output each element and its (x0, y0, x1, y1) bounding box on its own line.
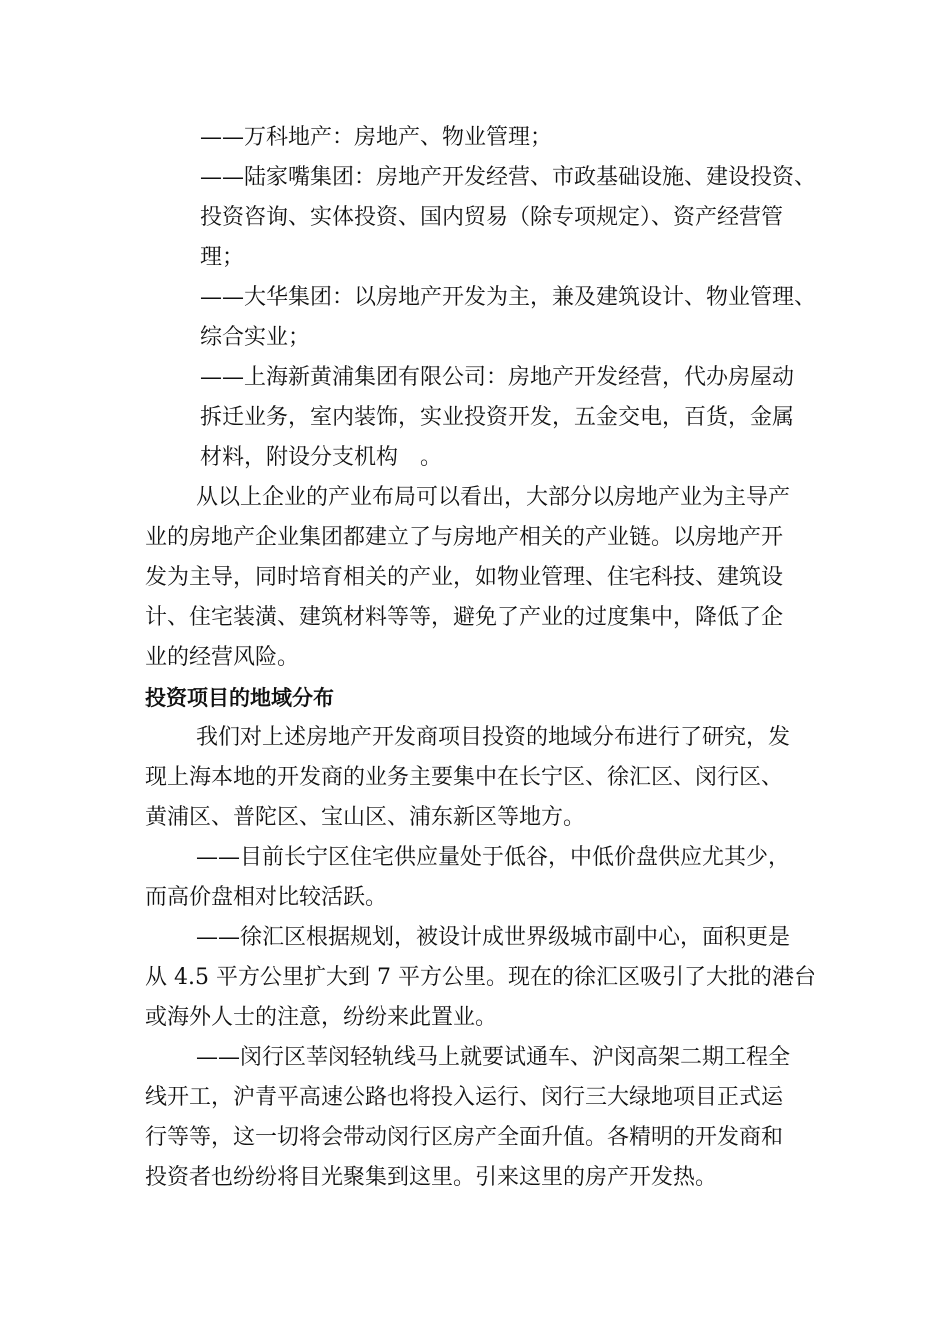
list-item-dahua-line-2: 综合实业； (200, 325, 311, 350)
section-paragraph-4-line-2: 线开工，沪青平高速公路也将投入运行、闵行三大绿地项目正式运 (145, 1085, 784, 1110)
section-paragraph-1-line-2: 现上海本地的开发商的业务主要集中在长宁区、徐汇区、闵行区、 (145, 765, 784, 790)
section-paragraph-3-line-2: 从 4.5 平方公里扩大到 7 平方公里。现在的徐汇区吸引了大批的港台 (145, 965, 816, 990)
list-item-lujiazui-line-3: 理； (200, 245, 245, 270)
section-paragraph-1-line-1: 我们对上述房地产开发商项目投资的地域分布进行了研究，发 (196, 725, 791, 750)
section-heading: 投资项目的地域分布 (145, 686, 334, 710)
section-paragraph-4-line-3: 行等等，这一切将会带动闵行区房产全面升值。各精明的开发商和 (145, 1125, 784, 1150)
section-paragraph-2-line-1: ——目前长宁区住宅供应量处于低谷，中低价盘供应尤其少， (196, 845, 791, 870)
summary-paragraph-line-4: 计、住宅装潢、建筑材料等等，避免了产业的过度集中，降低了企 (145, 605, 784, 630)
list-item-xinhuangpu-line-2: 拆迁业务，室内装饰，实业投资开发，五金交电，百货，金属 (200, 405, 795, 430)
summary-paragraph-line-2: 业的房地产企业集团都建立了与房地产相关的产业链。以房地产开 (145, 525, 784, 550)
section-paragraph-2-line-2: 而高价盘相对比较活跃。 (145, 885, 388, 910)
list-item-xinhuangpu-line-1: ——上海新黄浦集团有限公司：房地产开发经营，代办房屋动 (200, 365, 795, 390)
section-paragraph-3-line-3: 或海外人士的注意，纷纷来此置业。 (145, 1005, 498, 1030)
summary-paragraph-line-3: 发为主导，同时培育相关的产业，如物业管理、住宅科技、建筑设 (145, 565, 784, 590)
section-paragraph-4-line-1: ——闵行区莘闵轻轨线马上就要试通车、沪闵高架二期工程全 (196, 1045, 791, 1070)
summary-paragraph-line-1: 从以上企业的产业布局可以看出，大部分以房地产业为主导产 (196, 485, 791, 510)
section-paragraph-3-line-1: ——徐汇区根据规划，被设计成世界级城市副中心，面积更是 (196, 925, 791, 950)
list-item-xinhuangpu-line-3: 材料，附设分支机构 。 (200, 445, 443, 470)
section-paragraph-1-line-3: 黄浦区、普陀区、宝山区、浦东新区等地方。 (145, 805, 586, 830)
list-item-lujiazui-line-1: ——陆家嘴集团：房地产开发经营、市政基础设施、建设投资、 (200, 165, 817, 190)
list-item-dahua-line-1: ——大华集团：以房地产开发为主，兼及建筑设计、物业管理、 (200, 285, 817, 310)
list-item-lujiazui-line-2: 投资咨询、实体投资、国内贸易（除专项规定）、资产经营管 (200, 205, 784, 230)
section-paragraph-4-line-4: 投资者也纷纷将目光聚集到这里。引来这里的房产开发热。 (145, 1165, 718, 1190)
list-item-vanke: ——万科地产：房地产、物业管理； (200, 125, 553, 150)
summary-paragraph-line-5: 业的经营风险。 (145, 645, 300, 670)
